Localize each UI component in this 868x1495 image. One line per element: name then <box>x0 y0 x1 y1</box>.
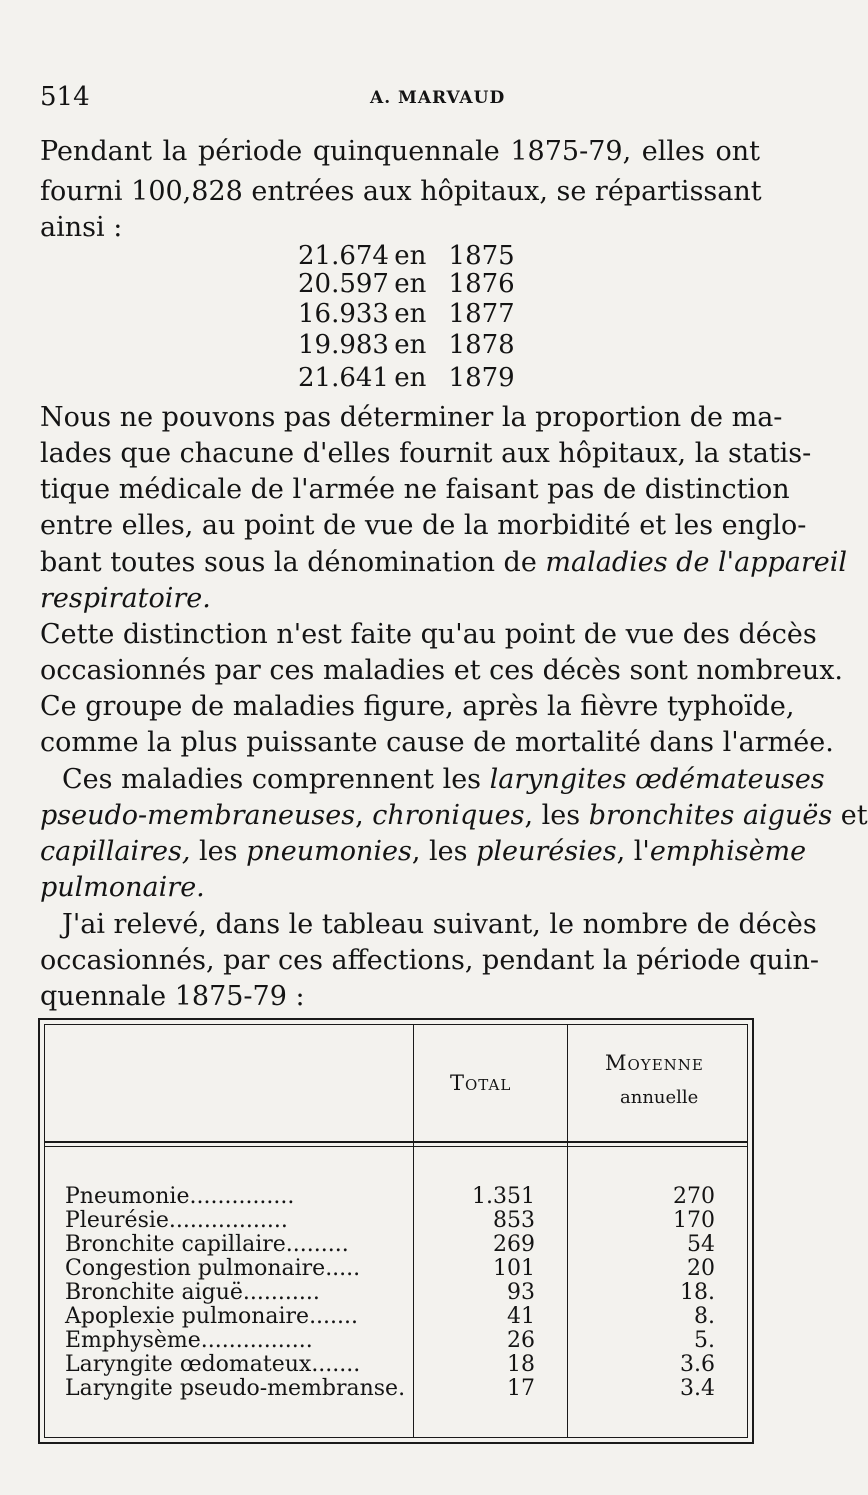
row-average: 270 <box>673 1184 715 1209</box>
para2-line: respiratoire. <box>40 583 211 614</box>
para4-line: pulmonaire. <box>40 872 205 903</box>
para5-line: J'ai relevé, dans le tableau suivant, le nombre de décès <box>62 909 817 940</box>
row-average: 3.4 <box>680 1376 715 1401</box>
deaths-table <box>38 1018 754 1444</box>
para4-line <box>62 760 825 800</box>
para4-text: et <box>832 800 868 831</box>
row-total: 18 <box>507 1352 535 1377</box>
table-row <box>45 1209 747 1233</box>
table-row <box>45 1377 747 1401</box>
row-label: Laryngite pseudo-membranse. <box>65 1376 406 1401</box>
table-row <box>45 1353 747 1377</box>
row-total: 41 <box>507 1304 535 1329</box>
row-label: Congestion pulmonaire..... <box>65 1256 361 1281</box>
para5-line: quennale 1875-79 : <box>40 981 305 1012</box>
header-rule <box>45 1146 747 1147</box>
column-header-average: Moyenne <box>605 1051 704 1075</box>
row-total: 93 <box>507 1280 535 1305</box>
yearly-en: en <box>394 299 427 329</box>
yearly-en: en <box>394 241 427 271</box>
page-header <box>40 82 760 122</box>
para4-italic: pleurésies <box>476 836 617 867</box>
table-row <box>45 1233 747 1257</box>
yearly-year: 1875 <box>448 241 515 271</box>
row-total: 101 <box>493 1256 535 1281</box>
para4-line <box>40 796 868 836</box>
para4-italic: chroniques <box>372 800 525 831</box>
para3-line: Cette distinction n'est faite qu'au point de vue des décès <box>40 619 817 650</box>
yearly-en: en <box>394 330 427 360</box>
table-row <box>45 1305 747 1329</box>
row-label: Bronchite capillaire......... <box>65 1232 349 1257</box>
running-head: A. MARVAUD <box>370 88 506 108</box>
para2-line: entre elles, au point de vue de la morbidité et les englo- <box>40 510 807 541</box>
row-label: Emphysème................ <box>65 1328 313 1353</box>
para1-line: Pendant la période quinquennale 1875-79, elles ont <box>40 136 760 167</box>
column-header-average-sub: annuelle <box>620 1087 699 1108</box>
para2-line: lades que chacune d'elles fournit aux hôpitaux, la statis- <box>40 438 812 469</box>
yearly-year: 1878 <box>448 330 515 360</box>
column-header-total: Total <box>450 1071 512 1095</box>
para4-italic: laryngites œdémateuses <box>489 764 825 795</box>
table-row <box>45 1257 747 1281</box>
para1-line: ainsi : <box>40 212 123 243</box>
para4-text: , les <box>524 800 589 831</box>
table-frame <box>44 1024 748 1438</box>
para4-italic: emphisème <box>649 836 807 867</box>
table-row <box>45 1185 747 1209</box>
para3-line: comme la plus puissante cause de mortalité dans l'armée. <box>40 727 834 758</box>
yearly-en: en <box>394 363 427 393</box>
row-average: 18. <box>680 1280 715 1305</box>
para4-text: , l' <box>616 836 650 867</box>
para2-line: Nous ne pouvons pas déterminer la proportion de ma- <box>40 402 783 433</box>
yearly-year: 1877 <box>448 299 515 329</box>
header-rule <box>45 1141 747 1143</box>
page-number: 514 <box>40 82 90 112</box>
para2-italic: maladies de l'appareil <box>545 547 847 578</box>
row-average: 8. <box>694 1304 715 1329</box>
yearly-entry <box>298 327 515 363</box>
row-total: 853 <box>493 1208 535 1233</box>
para5-line: occasionnés, par ces affections, pendant la période quin- <box>40 945 819 976</box>
yearly-value: 19.983 <box>298 330 389 360</box>
para4-text: , les <box>411 836 477 867</box>
para2-line <box>40 543 847 583</box>
yearly-value: 21.641 <box>298 363 389 393</box>
row-average: 170 <box>673 1208 715 1233</box>
para1-line: fourni 100,828 entrées aux hôpitaux, se répartissant <box>40 176 762 207</box>
para3-line: occasionnés par ces maladies et ces décès sont nombreux. <box>40 655 844 686</box>
row-total: 269 <box>493 1232 535 1257</box>
table-row <box>45 1329 747 1353</box>
row-label: Laryngite œdomateux....... <box>65 1352 361 1377</box>
yearly-value: 21.674 <box>298 241 389 271</box>
para4-italic: capillaires, <box>40 836 191 867</box>
row-label: Apoplexie pulmonaire....... <box>65 1304 359 1329</box>
para4-text: Ces maladies comprennent les <box>62 764 490 795</box>
row-total: 26 <box>507 1328 535 1353</box>
para2-text: bant toutes sous la dénomination de <box>40 547 546 578</box>
row-total: 17 <box>507 1376 535 1401</box>
yearly-entry <box>298 360 515 396</box>
para4-italic: pneumonies <box>246 836 412 867</box>
row-average: 5. <box>694 1328 715 1353</box>
para4-italic: bronchites aiguës <box>588 800 833 831</box>
row-average: 20 <box>687 1256 715 1281</box>
row-label: Bronchite aiguë........... <box>65 1280 320 1305</box>
para4-line <box>40 832 807 872</box>
row-average: 3.6 <box>680 1352 715 1377</box>
row-label: Pleurésie................. <box>65 1208 288 1233</box>
row-label: Pneumonie............... <box>65 1184 295 1209</box>
yearly-value: 20.597 <box>298 269 389 299</box>
para4-italic: pseudo-membraneuses <box>40 800 356 831</box>
para3-line: Ce groupe de maladies figure, après la fièvre typhoïde, <box>40 691 795 722</box>
yearly-value: 16.933 <box>298 299 389 329</box>
table-row <box>45 1281 747 1305</box>
para4-text: les <box>190 836 247 867</box>
yearly-en: en <box>394 269 427 299</box>
para2-line: tique médicale de l'armée ne faisant pas de distinction <box>40 474 790 505</box>
para4-text: , <box>355 800 373 831</box>
row-total: 1.351 <box>472 1184 535 1209</box>
yearly-year: 1876 <box>448 269 515 299</box>
yearly-year: 1879 <box>448 363 515 393</box>
row-average: 54 <box>687 1232 715 1257</box>
